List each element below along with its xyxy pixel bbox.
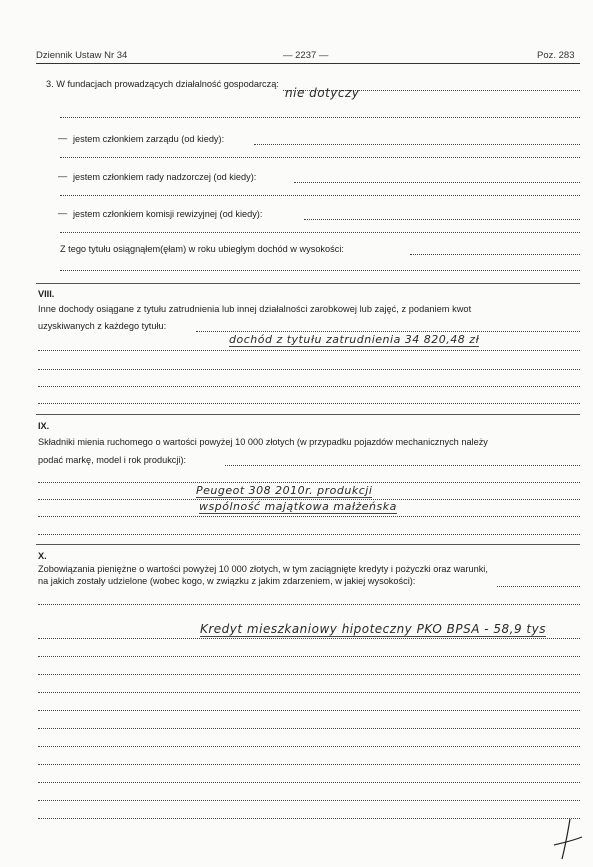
section-ix-question-cont: podać markę, model i rok produkcji): xyxy=(38,455,187,465)
answer-line xyxy=(38,782,580,783)
answer-line xyxy=(60,117,580,118)
answer-line xyxy=(497,586,580,587)
answer-line xyxy=(225,465,580,466)
section-number-ix: IX. xyxy=(38,421,50,431)
answer-line xyxy=(38,710,580,711)
section-x-question: Zobowiązania pieniężne o wartości powyżej 10 000 złotych, w tym zaciągnięte kredyty i pożyczki oraz warunki, xyxy=(38,564,488,574)
handwritten-answer-foundations: nie dotyczy xyxy=(285,86,360,100)
answer-line xyxy=(38,692,580,693)
answer-line xyxy=(38,656,580,657)
answer-line xyxy=(38,746,580,747)
handwritten-answer-loan: Kredyt mieszkaniowy hipoteczny PKO BPSA - 58,9 tys xyxy=(200,622,546,636)
question-income: Z tego tytułu osiągnąłem(ęłam) w roku ubiegłym dochód w wysokości: xyxy=(60,244,344,254)
question-supervisory-board: jestem członkiem rady nadzorczej (od kiedy): xyxy=(73,172,257,182)
answer-line xyxy=(38,534,580,535)
question-foundations: 3. W fundacjach prowadzących działalność gospodarczą: xyxy=(46,79,279,89)
handwritten-answer-income: dochód z tytułu zatrudnienia 34 820,48 zł xyxy=(229,333,480,346)
position-number: Poz. 283 xyxy=(537,50,575,61)
answer-line xyxy=(294,182,580,183)
handwritten-answer-ownership: wspólność majątkowa małżeńska xyxy=(199,500,397,513)
dash-marker: — xyxy=(58,171,68,181)
section-ix-question: Składniki mienia ruchomego o wartości powyżej 10 000 złotych (w przypadku pojazdów mechanicznych należy xyxy=(38,437,488,447)
section-rule xyxy=(36,414,580,415)
answer-line xyxy=(304,219,580,220)
answer-line xyxy=(38,369,580,370)
answer-line xyxy=(38,728,580,729)
answer-line xyxy=(60,195,580,196)
handwritten-answer-vehicle: Peugeot 308 2010r. produkcji xyxy=(196,484,373,497)
answer-line xyxy=(38,764,580,765)
section-viii-question-cont: uzyskiwanych z każdego tytułu: xyxy=(38,321,167,331)
answer-line xyxy=(38,818,580,819)
journal-title: Dziennik Ustaw Nr 34 xyxy=(36,50,128,61)
answer-line xyxy=(410,254,580,255)
answer-line xyxy=(38,674,580,675)
answer-line xyxy=(60,232,580,233)
answer-line xyxy=(38,403,580,404)
answer-line xyxy=(38,516,580,517)
page-number: — 2237 — xyxy=(283,50,329,61)
header-rule xyxy=(36,63,580,64)
answer-line xyxy=(196,331,580,332)
dash-marker: — xyxy=(58,133,68,143)
answer-line xyxy=(38,350,580,351)
section-rule xyxy=(36,283,580,284)
initials-mark xyxy=(548,815,588,865)
section-x-question-cont: na jakich zostały udzielone (wobec kogo, w związku z jakim zdarzeniem, w jakiej wysokości): xyxy=(38,576,416,586)
answer-line xyxy=(60,270,580,271)
answer-line xyxy=(254,144,580,145)
section-viii-question: Inne dochody osiągane z tytułu zatrudnienia lub innej działalności zarobkowej lub zajęć, z podaniem kwot xyxy=(38,304,472,314)
answer-line xyxy=(38,482,580,483)
answer-line xyxy=(38,638,580,639)
question-board-member: jestem członkiem zarządu (od kiedy): xyxy=(73,134,225,144)
section-number-viii: VIII. xyxy=(38,289,55,299)
section-rule xyxy=(36,544,580,545)
answer-line xyxy=(60,157,580,158)
answer-line xyxy=(38,604,580,605)
answer-line xyxy=(38,800,580,801)
section-number-x: X. xyxy=(38,551,47,561)
dash-marker: — xyxy=(58,208,68,218)
question-audit-committee: jestem członkiem komisji rewizyjnej (od kiedy): xyxy=(73,209,263,219)
answer-line xyxy=(38,386,580,387)
